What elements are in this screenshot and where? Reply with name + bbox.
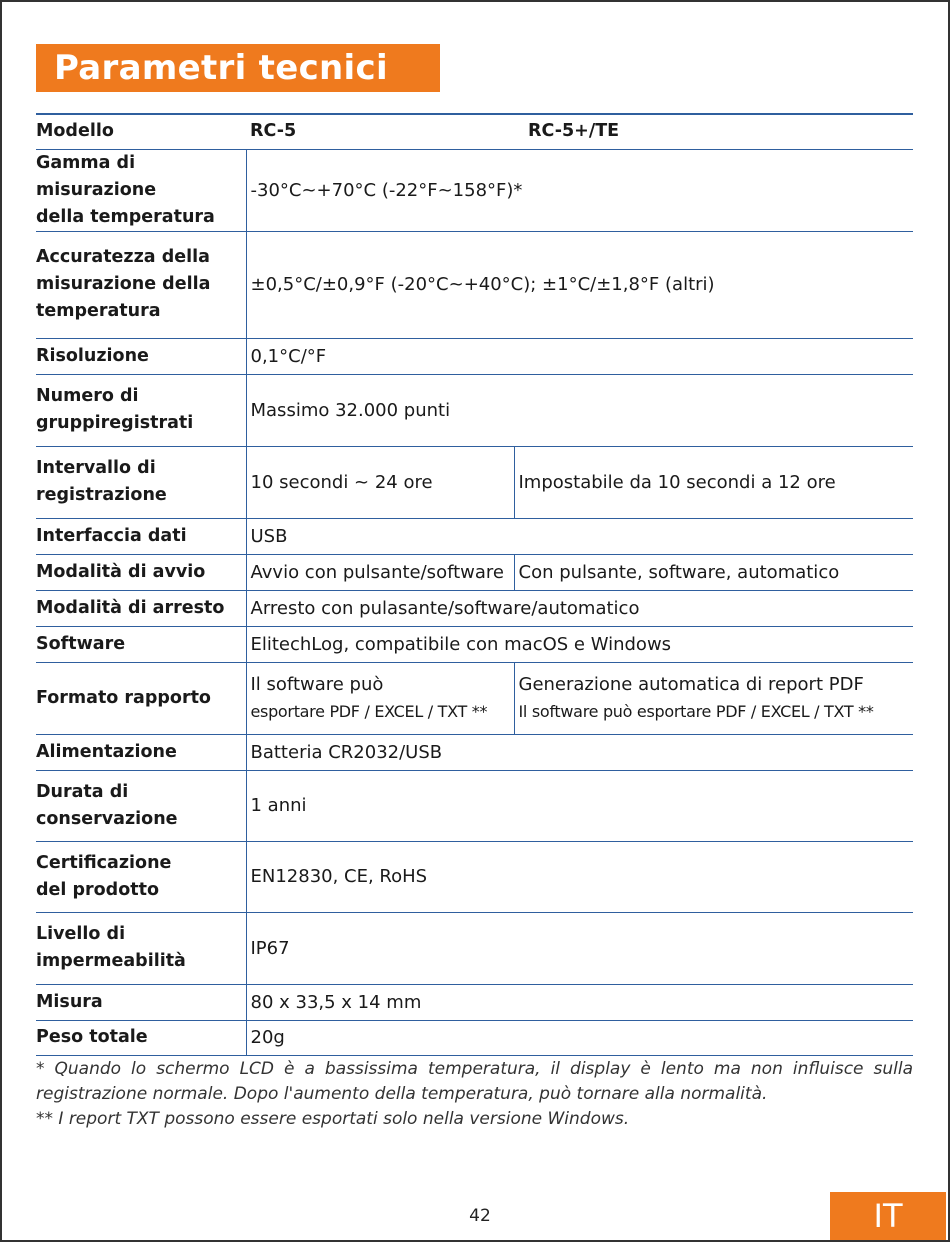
footnotes [36, 1057, 913, 1132]
row-label: Interfaccia dati [36, 518, 246, 554]
table-row [36, 770, 913, 841]
row-value: 80 x 33,5 x 14 mm [246, 984, 913, 1020]
row-label: Certificazione del prodotto [36, 841, 246, 912]
header-model-rc5: RC-5 [246, 114, 514, 149]
language-tab: IT [830, 1192, 946, 1240]
table-row [36, 149, 913, 231]
row-label: Risoluzione [36, 338, 246, 374]
table-row [36, 554, 913, 590]
row-value: EN12830, CE, RoHS [246, 841, 913, 912]
row-label: Livello di impermeabilità [36, 912, 246, 984]
row-label: Durata di conservazione [36, 770, 246, 841]
header-label: Modello [36, 114, 246, 149]
table-row [36, 734, 913, 770]
row-label: Alimentazione [36, 734, 246, 770]
row-value: 0,1°C/°F [246, 338, 913, 374]
row-label: Numero di gruppiregistrati [36, 374, 246, 446]
row-value-rc5plus: Impostabile da 10 secondi a 12 ore [514, 446, 913, 518]
table-row [36, 231, 913, 338]
table-row [36, 446, 913, 518]
row-value: 20g [246, 1020, 913, 1055]
table-row [36, 841, 913, 912]
row-label: Peso totale [36, 1020, 246, 1055]
row-value: IP67 [246, 912, 913, 984]
row-value-rc5: Avvio con pulsante/software [246, 554, 514, 590]
row-value: USB [246, 518, 913, 554]
row-value: Massimo 32.000 punti [246, 374, 913, 446]
table-row [36, 662, 913, 734]
table-row [36, 1020, 913, 1055]
table-row [36, 984, 913, 1020]
page-title: Parametri tecnici [36, 44, 440, 92]
row-label: Misura [36, 984, 246, 1020]
page-number: 42 [469, 1206, 491, 1226]
row-label: Modalità di arresto [36, 590, 246, 626]
specs-table [36, 113, 913, 1056]
header-model-rc5plus: RC-5+/TE [514, 114, 913, 149]
row-label: Software [36, 626, 246, 662]
row-value-rc5plus: Generazione automatica di report PDF Il software può esportare PDF / EXCEL / TXT ** [514, 662, 913, 734]
row-label: Accuratezza della misurazione della temperatura [36, 231, 246, 338]
row-value-rc5: 10 secondi ~ 24 ore [246, 446, 514, 518]
row-label: Formato rapporto [36, 662, 246, 734]
table-row [36, 912, 913, 984]
row-value: -30°C~+70°C (-22°F~158°F)* [246, 149, 913, 231]
table-header-row [36, 114, 913, 149]
row-value: Batteria CR2032/USB [246, 734, 913, 770]
table-row [36, 626, 913, 662]
row-label: Modalità di avvio [36, 554, 246, 590]
footnote-lcd: * Quando lo schermo LCD è a bassissima temperatura, il display è lento ma non influisce sulla registrazione normale. Dopo l'aumento della temperatura, può tornare alla normalità. [36, 1059, 913, 1104]
row-value: ±0,5°C/±0,9°F (-20°C~+40°C); ±1°C/±1,8°F (altri) [246, 231, 913, 338]
table-row [36, 338, 913, 374]
row-value: Arresto con pulasante/software/automatico [246, 590, 913, 626]
row-value: 1 anni [246, 770, 913, 841]
row-value: ElitechLog, compatibile con macOS e Windows [246, 626, 913, 662]
row-label: Gamma di misurazione della temperatura [36, 149, 246, 231]
table-row [36, 374, 913, 446]
table-row [36, 518, 913, 554]
row-value-rc5: Il software può esportare PDF / EXCEL / TXT ** [246, 662, 514, 734]
row-label: Intervallo di registrazione [36, 446, 246, 518]
footnote-txt: ** I report TXT possono essere esportati solo nella versione Windows. [36, 1109, 630, 1129]
table-row [36, 590, 913, 626]
row-value-rc5plus: Con pulsante, software, automatico [514, 554, 913, 590]
